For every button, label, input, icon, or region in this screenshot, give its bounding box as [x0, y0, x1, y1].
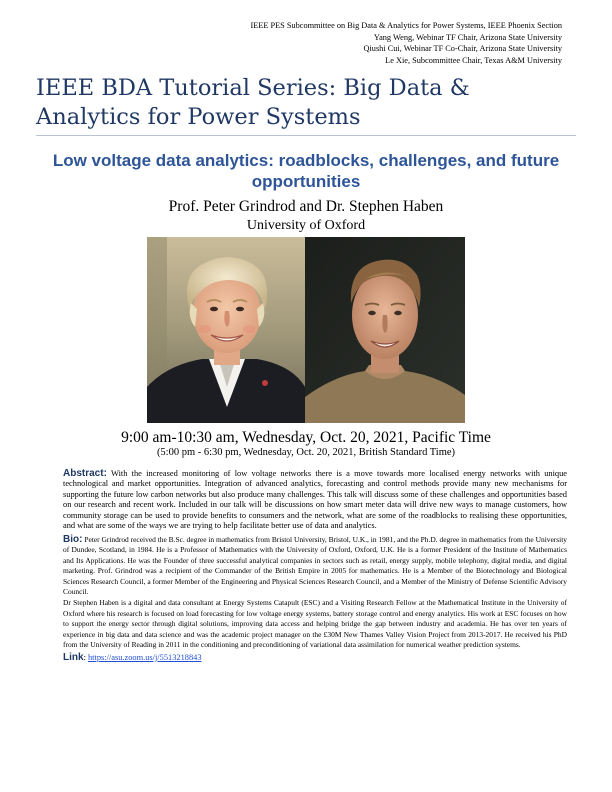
talk-title: Low voltage data analytics: roadblocks, challenges, and future opportunities	[52, 151, 560, 191]
title-divider	[36, 135, 576, 136]
photo-stephen-haben	[305, 237, 465, 423]
event-time: 9:00 am-10:30 am, Wednesday, Oct. 20, 2021, Pacific Time	[121, 429, 491, 446]
description-body	[63, 469, 567, 664]
event-time-uk: (5:00 pm - 6:30 pm, Wednesday, Oct. 20, 2021, British Standard Time)	[156, 447, 456, 458]
link-label: Link	[63, 651, 84, 663]
photo-peter-grindrod	[147, 237, 305, 423]
abstract-paragraph	[63, 469, 567, 532]
organizer-line: Qiushi Cui, Webinar TF Co-Chair, Arizona State University	[363, 44, 562, 54]
speaker-affiliation: University of Oxford	[246, 218, 366, 233]
abstract-text: With the increased monitoring of low voltage networks there is a move towards more localised energy networks with unique technological and market opportunities. Integration of advanced analytics, forecasting and control methods provide many new mechanisms for supporting the future low carbon networks but also produce many challenges. This talk will discuss some of these challenges and opportunities based on our research and recent work. Included in our talk will be discussions on how smart meter data will drive new ways to manage customers, how community storage can be used to provide benefits to consumers and the network, what are some of the roadblocks to realising these opportunities, and what are some of the ways we are trying to help facilitate better use of data and analytics.	[63, 469, 567, 531]
abstract-label: Abstract:	[63, 468, 107, 479]
organizer-line: Yang Weng, Webinar TF Chair, Arizona State University	[373, 32, 562, 42]
zoom-link[interactable]: https://asu.zoom.us/j/5513218843	[87, 652, 202, 662]
bio-paragraph-grindrod	[63, 535, 567, 598]
link-row: Link: https://asu.zoom.us/j/5513218843	[63, 651, 202, 663]
bio-text-haben: Dr Stephen Haben is a digital and data consultant at Energy Systems Catapult (ESC) and a Visiting Research Fellow at the Mathematical Institute in the University of Oxford where his research is focused on load forecasting for low voltage energy systems, battery storage control and energy analytics. His work at ESC focuses on how to support the energy sector through digital solutions, improving data access and helping bridge the gap between industry and academia. He has over ten years of experience in big data and data science and was the academic project manager on the £30M New Thames Valley Vision Project from 2013-2017. He received his PhD from the University of Reading in 2011 in the conditioning and preconditioning of variational data assimilation for numerical weather prediction systems.	[63, 598, 567, 650]
organizer-line: Le Xie, Subcommittee Chair, Texas A&M University	[385, 55, 562, 65]
bio-paragraph-haben	[63, 598, 567, 651]
speaker-photos	[147, 237, 465, 423]
bio-label: Bio:	[63, 533, 83, 545]
series-title: IEEE BDA Tutorial Series: Big Data & Analytics for Power Systems	[36, 75, 470, 130]
organizer-block	[250, 20, 562, 66]
speaker-names: Prof. Peter Grindrod and Dr. Stephen Haben	[168, 198, 444, 215]
bio-text-grindrod: Peter Grindrod received the B.Sc. degree in mathematics from Bristol University, Bristol, U.K., in 1981, and the Ph.D. degree in mathematics from the University of Dundee, Scotland, in 1984. He is a Professor of Mathematics with the University of Oxford, Oxford, U.K. He is a former President of the Institute of Mathematics and Its Applications. He was the Founder of three successful analytical companies in sectors such as retail, energy supply, mobile telephony, digital media, and digital marketing. Prof. Grindrod was a recipient of the Commander of the British Empire in 2005 for mathematics. He is a Member of the Biotechnology and Biological Sciences Research Council, a former Member of the Engineering and Physical Sciences Research Council, and a Member of the Ministry of Defense Scientific Advisory Council.	[63, 534, 568, 597]
organizer-line: IEEE PES Subcommittee on Big Data & Analytics for Power Systems, IEEE Phoenix Section	[250, 21, 562, 30]
